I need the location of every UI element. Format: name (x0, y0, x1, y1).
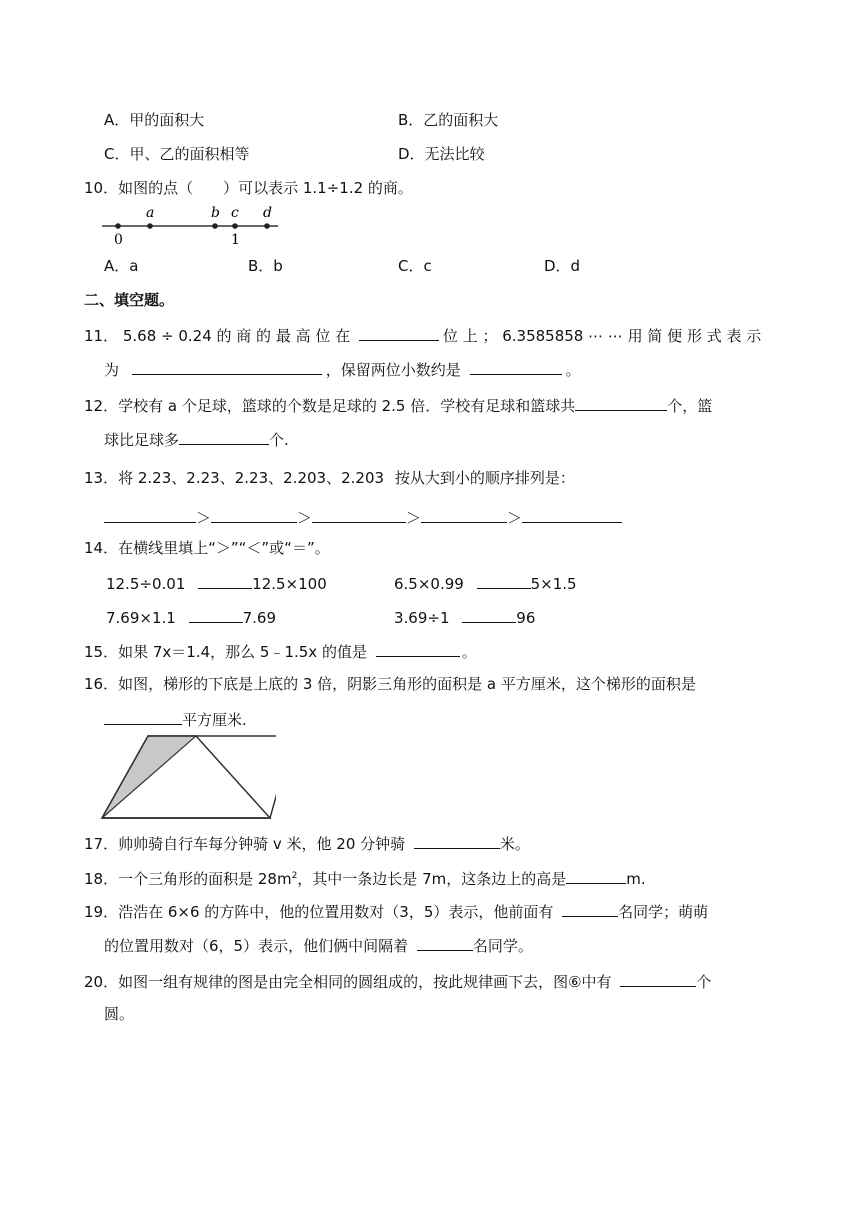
q17-line (84, 832, 530, 854)
q9-option-c[interactable]: C．甲、乙的面积相等 (104, 145, 250, 163)
q16-blank[interactable] (104, 708, 182, 725)
q14-blank-4[interactable] (462, 606, 516, 623)
point-label-c: c (231, 205, 239, 221)
q14-blank-2[interactable] (477, 572, 531, 589)
q10-option-c[interactable]: C．c (398, 257, 432, 275)
q13-gt-3: ＞ (406, 509, 422, 527)
q10-option-a[interactable]: A．a (104, 257, 139, 275)
q13-blank-1[interactable] (104, 506, 196, 523)
q14-item-1 (106, 572, 327, 594)
q18-text-a: 18．一个三角形的面积是 28m (84, 870, 292, 888)
q12-blank-2[interactable] (179, 428, 269, 445)
q19-line2 (104, 934, 533, 956)
q20-line1 (84, 970, 711, 992)
point-label-b: b (211, 205, 220, 221)
q14-item-3 (106, 606, 276, 628)
q13-sep-3: 、 (268, 469, 284, 487)
q11-text-b: 位 上 ； 6.3585858 ⋯ ⋯ 用 简 便 形 式 表 示 (442, 327, 762, 345)
q19-text-d: 名同学。 (472, 937, 533, 955)
q11-blank-1[interactable] (359, 324, 439, 341)
q14-stem: 14．在横线里填上“＞”“＜”或“＝”。 (84, 539, 330, 557)
q18-sup: 2 (291, 871, 298, 881)
q11-line2 (104, 358, 581, 380)
q13-line1 (84, 468, 575, 488)
q14-blank-3[interactable] (189, 606, 243, 623)
q10-option-b[interactable]: B．b (248, 257, 283, 275)
q13-gt-4: ＞ (507, 509, 523, 527)
q18-line (84, 866, 646, 889)
q11-text-d: ，保留两位小数约是 (325, 361, 461, 379)
section-title: 二、填空题。 (84, 291, 175, 309)
q10-option-d[interactable]: D．d (544, 257, 581, 275)
q13-gt-2: ＞ (297, 509, 313, 527)
q16-text-b: 平方厘米. (182, 711, 247, 729)
q13-answer-line (104, 506, 622, 528)
q11-blank-3[interactable] (470, 358, 562, 375)
q15-text-b: 。 (461, 643, 477, 661)
q17-text-a: 17．帅帅骑自行车每分钟骑 v 米，他 20 分钟骑 (84, 835, 406, 853)
q13-sep-2: 、 (219, 469, 235, 487)
q13-number-2: 2.23 (186, 469, 220, 487)
tick-label-0: 0 (114, 232, 123, 248)
q14-item2-left: 6.5×0.99 (394, 575, 464, 593)
q13-blank-2[interactable] (211, 506, 297, 523)
q13-number-1: 2.23 (137, 469, 172, 487)
q15-line (84, 640, 477, 662)
q13-suffix: 按从大到小的顺序排列是： (394, 469, 575, 487)
q18-text-b: ，其中一条边长是 7m，这条边上的高是 (297, 870, 567, 888)
q14-item4-left: 3.69÷1 (394, 609, 450, 627)
q12-text-b: 个，篮 (667, 397, 713, 415)
q12-blank-1[interactable] (575, 394, 667, 411)
q18-text-c: m. (626, 870, 646, 888)
q14-item1-left: 12.5÷0.01 (106, 575, 186, 593)
q11-text-e: 。 (565, 361, 581, 379)
shaded-triangle (102, 736, 196, 818)
number-line-figure (100, 202, 290, 248)
q13-blank-4[interactable] (421, 506, 507, 523)
q14-blank-1[interactable] (198, 572, 252, 589)
q14-item-4 (394, 606, 535, 628)
point-label-d: d (263, 205, 272, 221)
q15-blank[interactable] (376, 640, 460, 657)
q9-option-d[interactable]: D．无法比较 (398, 145, 485, 163)
q15-text-a: 15．如果 7x＝1.4，那么 5﹣1.5x 的值是 (84, 643, 367, 661)
q13-number-3: 2.23 (234, 469, 269, 487)
q19-text-b: 名同学；萌萌 (618, 903, 709, 921)
q11-text-c: 为 (104, 361, 120, 379)
q19-text-c: 的位置用数对（6，5）表示，他们俩中间隔着 (104, 937, 409, 955)
q12-text-c: 球比足球多 (104, 431, 180, 449)
q9-option-a[interactable]: A．甲的面积大 (104, 111, 205, 129)
q19-blank-1[interactable] (562, 900, 618, 917)
q20-text-a: 20．如图一组有规律的图是由完全相同的圆组成的，按此规律画下去，图⑥中有 (84, 973, 612, 991)
q12-line2 (104, 428, 289, 450)
q20-line2: 圆。 (104, 1005, 135, 1023)
q14-item-2 (394, 572, 577, 594)
q19-blank-2[interactable] (417, 934, 473, 951)
point-label-a: a (146, 205, 155, 221)
q13-blank-3[interactable] (312, 506, 406, 523)
q14-item2-right: 5×1.5 (530, 575, 577, 593)
q16-line1: 16．如图，梯形的下底是上底的 3 倍，阴影三角形的面积是 a 平方厘米，这个梯形的面积是 (84, 675, 696, 693)
q18-blank[interactable] (566, 867, 626, 884)
q13-blank-5[interactable] (522, 506, 622, 523)
q13-sep-4: 、 (326, 469, 342, 487)
trapezoid-figure (100, 732, 276, 820)
q10-stem: 10．如图的点（ ）可以表示 1.1÷1.2 的商。 (84, 179, 413, 197)
q20-text-b: 个 (696, 973, 712, 991)
q13-number-4: 2.203 (283, 469, 327, 487)
q19-line1 (84, 900, 708, 922)
q19-text-a: 19．浩浩在 6×6 的方阵中，他的位置用数对（3，5）表示，他前面有 (84, 903, 554, 921)
q13-gt-1: ＞ (196, 509, 212, 527)
q14-item3-left: 7.69×1.1 (106, 609, 176, 627)
q12-text-d: 个. (269, 431, 289, 449)
q11-line1 (84, 324, 761, 346)
q14-item1-right: 12.5×100 (252, 575, 327, 593)
q12-line1 (84, 394, 712, 416)
q13-number-5: 2.203 (341, 469, 385, 487)
q16-line2 (104, 708, 247, 730)
q11-text-a: 11． 5.68 ÷ 0.24 的 商 的 最 高 位 在 (84, 327, 351, 345)
tick-label-1: 1 (231, 232, 240, 248)
q13-prefix: 13．将 (84, 469, 134, 487)
q14-item4-right: 96 (516, 609, 536, 627)
q13-sep-1: 、 (171, 469, 187, 487)
q12-text-a: 12．学校有 a 个足球，篮球的个数是足球的 2.5 倍．学校有足球和篮球共 (84, 397, 576, 415)
q9-option-b[interactable]: B．乙的面积大 (398, 111, 499, 129)
q17-text-b: 米。 (499, 835, 530, 853)
q14-item3-right: 7.69 (242, 609, 277, 627)
q11-blank-2[interactable] (132, 358, 322, 375)
q17-blank[interactable] (414, 832, 500, 849)
q20-blank[interactable] (620, 970, 696, 987)
